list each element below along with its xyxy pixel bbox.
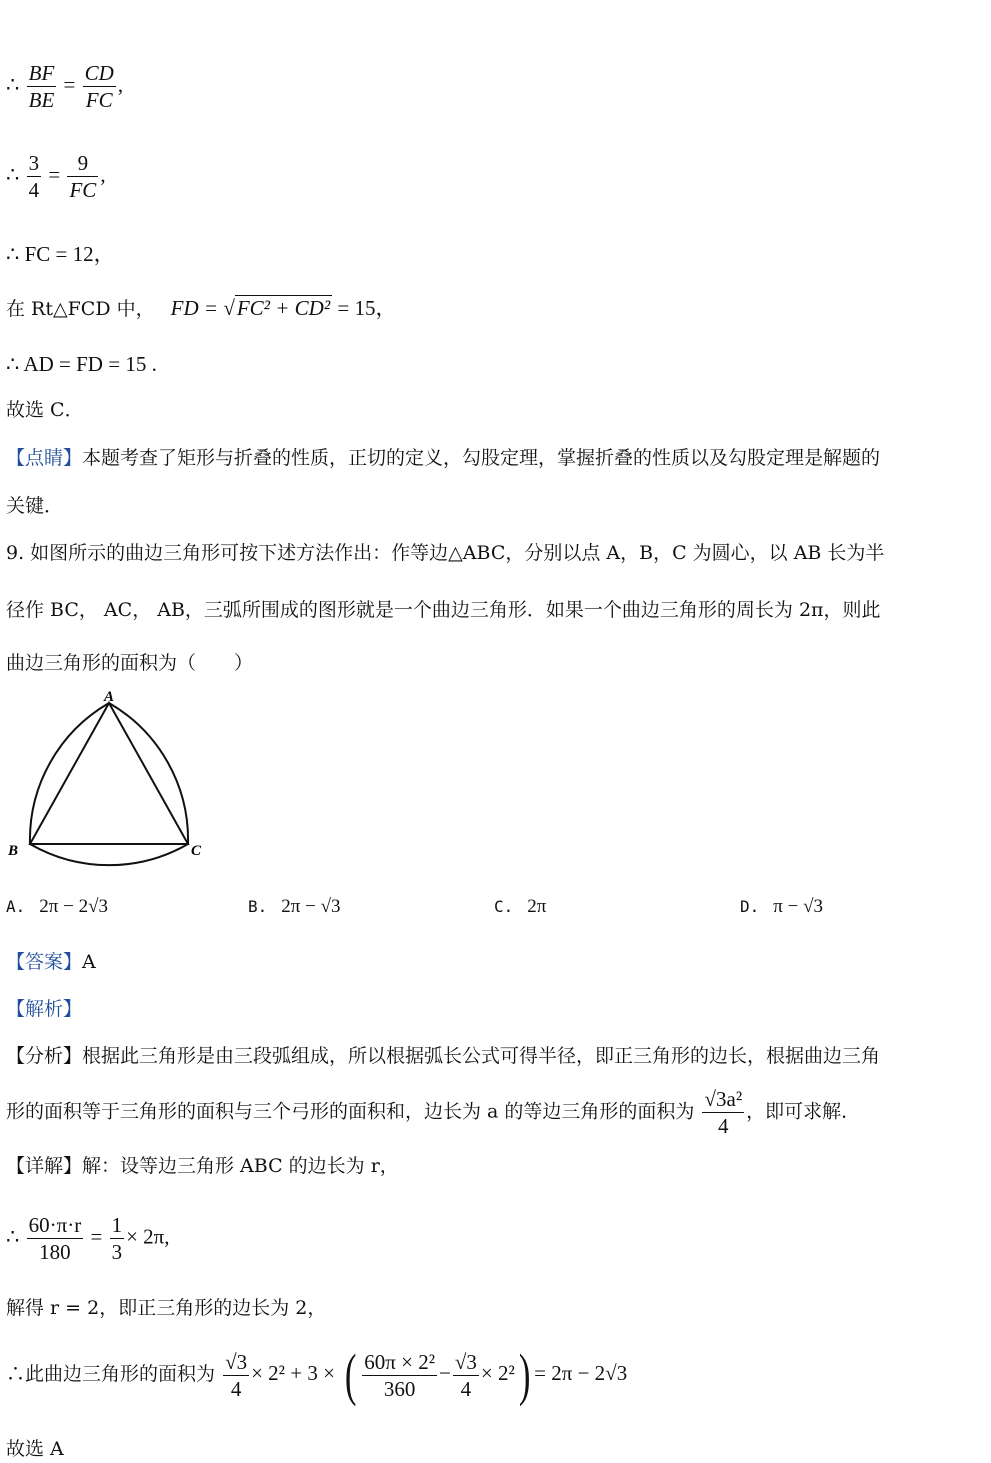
fenxi-line-1 xyxy=(6,1044,880,1068)
section-tag: 【解析】 xyxy=(6,998,83,1020)
numerator: 9 xyxy=(67,150,98,177)
math: − xyxy=(439,1361,451,1385)
option-value: 2π − 2√3 xyxy=(39,896,109,917)
option-label: B. xyxy=(248,897,268,916)
equation-fd xyxy=(6,296,396,321)
label-c: C xyxy=(191,843,202,859)
text: 解：设等边三角形 ABC 的边长为 r， xyxy=(82,1155,399,1177)
text: ，即可求解． xyxy=(746,1100,861,1123)
math: × 2² xyxy=(480,1361,515,1385)
math: FD = xyxy=(170,296,224,320)
option-c[interactable] xyxy=(494,896,546,918)
numerator: √3a² xyxy=(704,1087,743,1111)
equation-arc-length xyxy=(6,1212,170,1265)
option-d[interactable] xyxy=(740,896,823,918)
triangle-abc xyxy=(30,703,188,844)
numerator: 60·π·r xyxy=(28,1213,82,1237)
denominator: 360 xyxy=(383,1376,416,1401)
fraction xyxy=(27,1212,84,1265)
option-value: 2π xyxy=(527,896,547,917)
text: 在 Rt△FCD 中， xyxy=(6,298,155,320)
fraction xyxy=(27,60,57,113)
text: 本题考查了矩形与折叠的性质，正切的定义，勾股定理，掌握折叠的性质以及勾股定理是解题的 xyxy=(82,447,881,469)
detail-line-1 xyxy=(6,1154,399,1178)
final-answer: 故选 A xyxy=(6,1438,64,1460)
question-line-2: 径作 BC， AC， AB，三弧所围成的图形就是一个曲边三角形．如果一个曲边三角形的周长为 2π，则此 xyxy=(6,599,881,621)
arc-bc xyxy=(30,844,188,865)
comma: , xyxy=(117,72,124,97)
dianjing-line xyxy=(6,446,880,470)
analysis-line xyxy=(6,997,82,1021)
math: = 15， xyxy=(332,296,397,320)
section-tag: 【分析】 xyxy=(6,1045,83,1067)
fenxi-line-2 xyxy=(6,1086,860,1139)
denominator: 4 xyxy=(230,1376,242,1401)
numerator: 60π × 2² xyxy=(364,1349,436,1374)
radicand: FC² + CD² xyxy=(236,296,331,320)
numerator: BF xyxy=(28,61,55,85)
denominator: FC xyxy=(85,88,113,112)
fraction xyxy=(362,1349,437,1402)
section-tag: 【点睛】 xyxy=(6,447,83,469)
text: 根据此三角形是由三段弧组成，所以根据弧长公式可得半径，即正三角形的边长，根据曲边三角 xyxy=(82,1045,881,1067)
fraction xyxy=(223,1349,249,1402)
math: × 2π, xyxy=(126,1224,170,1249)
numerator: √3 xyxy=(454,1349,477,1374)
therefore-symbol: ∴ xyxy=(6,72,20,97)
sqrt-symbol: √ xyxy=(223,296,235,320)
text: 形的面积等于三角形的面积与三个弓形的面积和，边长为 a 的等边三角形的面积为 xyxy=(6,1100,695,1123)
dianjing-line-2: 关键． xyxy=(6,495,64,517)
numerator: CD xyxy=(84,61,114,85)
option-value: π − √3 xyxy=(773,896,824,917)
equation-ratio xyxy=(6,60,123,113)
denominator: 4 xyxy=(28,178,40,202)
option-a[interactable] xyxy=(6,896,108,918)
curved-triangle-figure xyxy=(0,685,220,870)
denominator: 4 xyxy=(460,1376,472,1401)
equation-area xyxy=(6,1342,628,1407)
label-a: A xyxy=(104,689,115,705)
denominator: 4 xyxy=(718,1114,729,1138)
math: × 2² + 3 × xyxy=(251,1361,335,1385)
therefore-symbol: ∴ xyxy=(6,1224,20,1249)
section-tag: 【答案】 xyxy=(6,951,83,973)
math: = 2π − 2√3 xyxy=(534,1361,628,1385)
option-label: D. xyxy=(740,897,760,916)
equation-substitution xyxy=(6,150,106,203)
option-value: 2π − √3 xyxy=(281,896,341,917)
denominator: BE xyxy=(28,88,55,112)
right-paren: ) xyxy=(518,1342,531,1407)
fraction xyxy=(67,150,98,203)
denominator: 180 xyxy=(39,1240,71,1264)
option-label: C. xyxy=(494,897,514,916)
equals: = xyxy=(48,162,61,187)
option-b[interactable] xyxy=(248,896,341,918)
equation-ad: ∴ AD = FD = 15 . xyxy=(6,352,157,376)
equals: = xyxy=(63,72,76,97)
numerator: √3 xyxy=(225,1349,248,1374)
fraction xyxy=(27,150,42,203)
comma: , xyxy=(100,162,106,187)
denominator: 3 xyxy=(111,1240,123,1264)
numerator: 1 xyxy=(111,1213,123,1237)
equation-fc: ∴ FC = 12， xyxy=(6,242,115,266)
question-line-3: 曲边三角形的面积为（ ） xyxy=(6,652,254,674)
detail-line-2: 解得 r = 2，即正三角形的边长为 2， xyxy=(6,1297,327,1319)
choice-line: 故选 C． xyxy=(6,399,84,421)
denominator: FC xyxy=(69,178,97,202)
left-paren: ( xyxy=(344,1342,357,1407)
fraction xyxy=(702,1086,744,1139)
option-label: A. xyxy=(6,897,26,916)
answer-line xyxy=(6,950,96,974)
fraction xyxy=(110,1212,125,1265)
fraction xyxy=(83,60,116,113)
answer-value: A xyxy=(82,951,96,973)
section-tag: 【详解】 xyxy=(6,1155,83,1177)
label-b: B xyxy=(8,843,19,859)
fraction xyxy=(453,1349,479,1402)
therefore-symbol: ∴ xyxy=(6,162,20,187)
question-line-1: 9. 如图所示的曲边三角形可按下述方法作出：作等边△ABC，分别以点 A，B，C 为圆心，以 AB 长为半 xyxy=(6,542,885,564)
text: ∴此曲边三角形的面积为 xyxy=(6,1363,216,1385)
numerator: 3 xyxy=(28,151,40,175)
equals: = xyxy=(90,1224,103,1249)
